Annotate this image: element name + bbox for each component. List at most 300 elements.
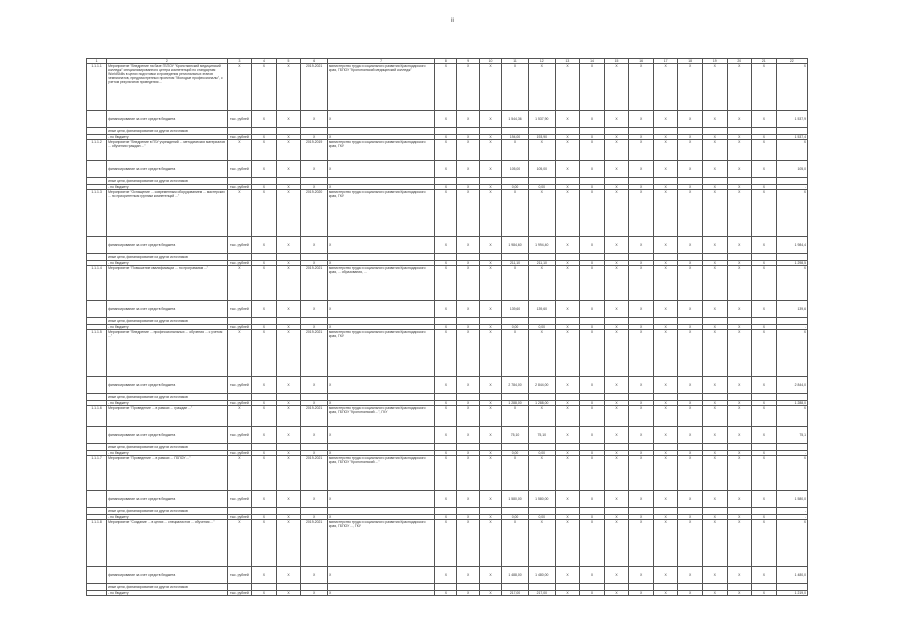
value-cell: X	[435, 140, 457, 161]
value-cell: X	[653, 491, 678, 508]
value-cell: X	[702, 401, 727, 406]
value-cell	[457, 128, 479, 135]
page-number: ii	[451, 18, 454, 24]
executor-cell: X	[328, 427, 435, 444]
value-cell: X	[752, 520, 777, 567]
value-cell: X	[457, 111, 479, 128]
value-cell	[276, 254, 301, 261]
value-cell: X	[555, 111, 580, 128]
amount-cell: 139,60	[528, 301, 555, 318]
value-cell	[752, 318, 777, 325]
row-code	[87, 318, 107, 325]
value-cell: X	[276, 406, 301, 427]
value-cell	[752, 444, 777, 451]
value-cell: X	[629, 161, 654, 178]
value-cell: X	[678, 567, 703, 584]
unit-cell: тыс. рублей	[227, 491, 252, 508]
value-cell: X	[727, 266, 752, 301]
column-number: 17	[653, 59, 678, 64]
row-code: 1.1.1.3	[87, 190, 107, 237]
value-cell: X	[276, 301, 301, 318]
value-cell	[653, 584, 678, 591]
table-row	[87, 330, 808, 377]
value-cell: X	[629, 451, 654, 456]
value-cell	[479, 508, 501, 515]
amount-cell	[502, 394, 529, 401]
value-cell: X	[727, 377, 752, 394]
value-cell: X	[604, 161, 629, 178]
value-cell: X	[653, 515, 678, 520]
row-name: Мероприятие "Проведение ... в рамках ... ГБПОУ ..."	[107, 456, 228, 491]
value-cell: X	[479, 401, 501, 406]
value-cell: X	[678, 135, 703, 140]
row-name: Мероприятие "Проведение ... в рамках ... граждан ..."	[107, 406, 228, 427]
value-cell: X	[727, 567, 752, 584]
row-code	[87, 444, 107, 451]
amount-cell: 75,10	[502, 427, 529, 444]
value-cell: X	[653, 377, 678, 394]
amount-cell: X	[502, 406, 529, 427]
value-cell	[653, 444, 678, 451]
value-cell: X	[752, 161, 777, 178]
row-code: 1.1.1.4	[87, 266, 107, 301]
amount-cell: X	[528, 140, 555, 161]
value-cell: X	[727, 591, 752, 596]
value-cell: X	[702, 330, 727, 377]
table-row	[87, 301, 808, 318]
value-cell	[604, 178, 629, 185]
value-cell	[678, 394, 703, 401]
column-number: 12	[528, 59, 555, 64]
value-cell: X	[555, 330, 580, 377]
value-cell: X	[252, 140, 277, 161]
value-cell	[252, 508, 277, 515]
value-cell: X	[457, 64, 479, 111]
column-number: 10	[479, 59, 501, 64]
row-code	[87, 508, 107, 515]
value-cell: X	[678, 515, 703, 520]
value-cell: X	[702, 520, 727, 567]
row-name: иные цели, финансирование из других источников	[107, 128, 228, 135]
value-cell: X	[479, 567, 501, 584]
value-cell: X	[702, 406, 727, 427]
amount-cell: 2 844,00	[528, 377, 555, 394]
amount-cell	[502, 508, 529, 515]
value-cell: X	[555, 301, 580, 318]
value-cell	[727, 128, 752, 135]
value-cell: X	[435, 330, 457, 377]
column-number: 8	[435, 59, 457, 64]
amount-cell: 0,00	[502, 325, 529, 330]
unit-cell: тыс. рублей	[227, 301, 252, 318]
total-cell: 1 298,5	[776, 261, 807, 266]
value-cell	[479, 178, 501, 185]
executor-cell	[328, 318, 435, 325]
column-number: 21	[752, 59, 777, 64]
value-cell: X	[702, 567, 727, 584]
value-cell	[604, 254, 629, 261]
value-cell: X	[457, 237, 479, 254]
value-cell: X	[580, 491, 605, 508]
unit-cell: тыс. рублей	[227, 135, 252, 140]
executor-cell: X	[328, 491, 435, 508]
table-row	[87, 508, 808, 515]
executor-cell: министерство труда и социального развития Краснодарского края, ГБПОУ ..., ГКУ	[328, 520, 435, 567]
amount-cell	[528, 394, 555, 401]
value-cell	[653, 394, 678, 401]
value-cell: X	[653, 140, 678, 161]
value-cell: X	[276, 190, 301, 237]
value-cell: X	[276, 520, 301, 567]
value-cell: X	[604, 111, 629, 128]
executor-cell: X	[328, 135, 435, 140]
value-cell	[702, 444, 727, 451]
value-cell: X	[457, 451, 479, 456]
value-cell	[727, 394, 752, 401]
value-cell: X	[457, 401, 479, 406]
amount-cell: X	[502, 456, 529, 491]
value-cell: X	[727, 237, 752, 254]
amount-cell: X	[528, 456, 555, 491]
unit-cell: X	[227, 406, 252, 427]
value-cell: X	[457, 456, 479, 491]
value-cell: X	[479, 266, 501, 301]
value-cell	[252, 444, 277, 451]
table-row	[87, 377, 808, 394]
executor-cell: министерство труда и социального развития Краснодарского края, ГБПОУ "Кропоткинский ..."	[328, 456, 435, 491]
value-cell: X	[457, 377, 479, 394]
program-table	[86, 58, 808, 596]
value-cell: X	[727, 325, 752, 330]
period-cell	[301, 508, 328, 515]
total-cell: 1 219,0	[776, 591, 807, 596]
value-cell	[457, 444, 479, 451]
executor-cell: X	[328, 185, 435, 190]
value-cell: X	[604, 491, 629, 508]
value-cell: X	[479, 135, 501, 140]
value-cell: X	[604, 401, 629, 406]
executor-cell	[328, 178, 435, 185]
value-cell: X	[276, 567, 301, 584]
value-cell: X	[604, 301, 629, 318]
value-cell: X	[678, 185, 703, 190]
total-cell	[776, 128, 807, 135]
period-cell: X	[301, 301, 328, 318]
table-row	[87, 567, 808, 584]
unit-cell	[227, 178, 252, 185]
row-name: иные цели, финансирование из других источников	[107, 318, 228, 325]
total-cell	[776, 178, 807, 185]
value-cell: X	[678, 261, 703, 266]
value-cell	[457, 318, 479, 325]
value-cell: X	[702, 515, 727, 520]
value-cell	[276, 394, 301, 401]
value-cell: X	[555, 456, 580, 491]
value-cell: X	[702, 161, 727, 178]
value-cell: X	[276, 185, 301, 190]
amount-cell: 0,00	[502, 515, 529, 520]
value-cell: X	[555, 520, 580, 567]
value-cell	[678, 254, 703, 261]
value-cell: X	[702, 591, 727, 596]
value-cell: X	[479, 515, 501, 520]
value-cell: X	[702, 190, 727, 237]
amount-cell: 0,00	[528, 515, 555, 520]
value-cell	[678, 444, 703, 451]
value-cell: X	[435, 237, 457, 254]
amount-cell: 139,60	[502, 301, 529, 318]
value-cell: X	[252, 190, 277, 237]
value-cell: X	[678, 111, 703, 128]
row-code	[87, 111, 107, 128]
amount-cell: X	[528, 330, 555, 377]
total-cell: -	[776, 508, 807, 515]
value-cell: X	[752, 185, 777, 190]
value-cell	[629, 394, 654, 401]
value-cell: X	[629, 591, 654, 596]
table-row	[87, 140, 808, 161]
value-cell: X	[629, 427, 654, 444]
amount-cell: 211,10	[502, 261, 529, 266]
total-cell: X	[776, 190, 807, 237]
value-cell	[555, 444, 580, 451]
amount-cell	[528, 584, 555, 591]
value-cell: X	[457, 491, 479, 508]
value-cell: X	[727, 140, 752, 161]
value-cell: X	[653, 567, 678, 584]
value-cell	[678, 128, 703, 135]
column-number: 19	[702, 59, 727, 64]
value-cell: X	[435, 567, 457, 584]
value-cell	[252, 318, 277, 325]
unit-cell: тыс. рублей	[227, 377, 252, 394]
value-cell: X	[580, 185, 605, 190]
period-cell: X	[301, 185, 328, 190]
unit-cell: X	[227, 64, 252, 111]
value-cell: X	[752, 515, 777, 520]
row-name: финансирование за счет средств бюджета	[107, 161, 228, 178]
value-cell	[252, 178, 277, 185]
value-cell	[276, 178, 301, 185]
value-cell: X	[727, 427, 752, 444]
value-cell: X	[604, 140, 629, 161]
executor-cell: X	[328, 451, 435, 456]
value-cell: X	[678, 377, 703, 394]
value-cell: X	[629, 185, 654, 190]
value-cell: X	[479, 377, 501, 394]
value-cell: X	[580, 140, 605, 161]
value-cell: X	[702, 456, 727, 491]
value-cell	[555, 508, 580, 515]
value-cell: X	[435, 190, 457, 237]
value-cell: X	[555, 161, 580, 178]
executor-cell: X	[328, 325, 435, 330]
row-name: - по бюджету	[107, 185, 228, 190]
row-code	[87, 178, 107, 185]
value-cell: X	[435, 427, 457, 444]
value-cell: X	[580, 135, 605, 140]
period-cell: X	[301, 401, 328, 406]
value-cell	[629, 128, 654, 135]
value-cell: X	[435, 64, 457, 111]
value-cell	[752, 584, 777, 591]
amount-cell	[502, 128, 529, 135]
total-cell: -	[776, 515, 807, 520]
value-cell: X	[252, 567, 277, 584]
value-cell: X	[678, 330, 703, 377]
amount-cell	[528, 178, 555, 185]
value-cell: X	[653, 301, 678, 318]
row-name: иные цели, финансирование из других источников	[107, 178, 228, 185]
value-cell: X	[435, 266, 457, 301]
value-cell: X	[752, 266, 777, 301]
total-cell: X	[776, 266, 807, 301]
value-cell: X	[727, 451, 752, 456]
value-cell: X	[678, 520, 703, 567]
value-cell: X	[629, 520, 654, 567]
executor-cell: министерство труда и социального развития Краснодарского края, ... образования, ...	[328, 266, 435, 301]
value-cell: X	[252, 111, 277, 128]
value-cell	[653, 128, 678, 135]
value-cell: X	[752, 64, 777, 111]
amount-cell: 1 544,36	[502, 111, 529, 128]
row-code	[87, 567, 107, 584]
table-row	[87, 427, 808, 444]
column-number: 3	[227, 59, 252, 64]
value-cell: X	[678, 491, 703, 508]
unit-cell	[227, 254, 252, 261]
value-cell: X	[555, 261, 580, 266]
row-name: финансирование за счет средств бюджета	[107, 377, 228, 394]
value-cell: X	[653, 237, 678, 254]
unit-cell: тыс. рублей	[227, 261, 252, 266]
row-name: Мероприятие "Повышение квалификации ... по программам ..."	[107, 266, 228, 301]
period-cell: X	[301, 451, 328, 456]
executor-cell	[328, 394, 435, 401]
value-cell: X	[555, 266, 580, 301]
amount-cell	[528, 444, 555, 451]
value-cell	[702, 584, 727, 591]
value-cell	[727, 584, 752, 591]
total-cell: 75,1	[776, 427, 807, 444]
row-name: финансирование за счет средств бюджета	[107, 567, 228, 584]
value-cell: X	[252, 261, 277, 266]
amount-cell: 1 994,40	[528, 237, 555, 254]
value-cell: X	[252, 591, 277, 596]
value-cell: X	[653, 135, 678, 140]
total-cell: X	[776, 406, 807, 427]
value-cell: X	[604, 451, 629, 456]
unit-cell	[227, 584, 252, 591]
unit-cell	[227, 318, 252, 325]
value-cell: X	[629, 64, 654, 111]
period-cell: 2019-2021	[301, 520, 328, 567]
unit-cell: тыс. рублей	[227, 237, 252, 254]
column-number: 4	[252, 59, 277, 64]
value-cell: X	[629, 406, 654, 427]
amount-cell: 1 488,00	[502, 567, 529, 584]
value-cell: X	[727, 190, 752, 237]
value-cell: X	[752, 135, 777, 140]
executor-cell	[328, 444, 435, 451]
value-cell: X	[604, 520, 629, 567]
value-cell	[604, 128, 629, 135]
value-cell: X	[276, 427, 301, 444]
value-cell: X	[457, 185, 479, 190]
column-number: 22	[776, 59, 807, 64]
value-cell: X	[435, 406, 457, 427]
value-cell: X	[252, 237, 277, 254]
value-cell	[580, 584, 605, 591]
value-cell: X	[435, 401, 457, 406]
unit-cell	[227, 444, 252, 451]
value-cell: X	[276, 161, 301, 178]
value-cell: X	[435, 520, 457, 567]
value-cell: X	[457, 591, 479, 596]
value-cell: X	[604, 325, 629, 330]
value-cell: X	[580, 377, 605, 394]
total-cell: 2 844,0	[776, 377, 807, 394]
period-cell: X	[301, 135, 328, 140]
value-cell: X	[752, 491, 777, 508]
total-cell: X	[776, 520, 807, 567]
value-cell	[702, 254, 727, 261]
total-cell: 1 580,0	[776, 491, 807, 508]
value-cell: X	[702, 261, 727, 266]
column-number: 2	[107, 59, 228, 64]
table-row	[87, 318, 808, 325]
amount-cell: 193,90	[528, 135, 555, 140]
value-cell: X	[727, 161, 752, 178]
value-cell	[702, 318, 727, 325]
value-cell: X	[580, 515, 605, 520]
value-cell: X	[653, 520, 678, 567]
value-cell: X	[702, 266, 727, 301]
value-cell: X	[702, 185, 727, 190]
value-cell: X	[479, 64, 501, 111]
value-cell	[252, 394, 277, 401]
unit-cell	[227, 128, 252, 135]
amount-cell: X	[528, 190, 555, 237]
period-cell	[301, 444, 328, 451]
amount-cell: 75,10	[528, 427, 555, 444]
value-cell: X	[580, 451, 605, 456]
value-cell: X	[479, 190, 501, 237]
period-cell: 2019-2021	[301, 64, 328, 111]
table-row	[87, 128, 808, 135]
value-cell	[678, 318, 703, 325]
period-cell	[301, 584, 328, 591]
value-cell: X	[457, 330, 479, 377]
total-cell	[776, 444, 807, 451]
value-cell: X	[727, 135, 752, 140]
executor-cell: министерство труда и социального развития Краснодарского края, ГКУ	[328, 140, 435, 161]
value-cell: X	[580, 591, 605, 596]
value-cell: X	[653, 261, 678, 266]
amount-cell: 105,00	[528, 161, 555, 178]
column-number: 16	[629, 59, 654, 64]
row-code	[87, 591, 107, 596]
value-cell	[252, 584, 277, 591]
executor-cell: X	[328, 161, 435, 178]
value-cell: X	[555, 64, 580, 111]
total-cell: X	[776, 456, 807, 491]
period-cell: X	[301, 377, 328, 394]
value-cell: X	[702, 451, 727, 456]
value-cell: X	[555, 135, 580, 140]
amount-cell: 0,00	[528, 185, 555, 190]
value-cell	[479, 318, 501, 325]
